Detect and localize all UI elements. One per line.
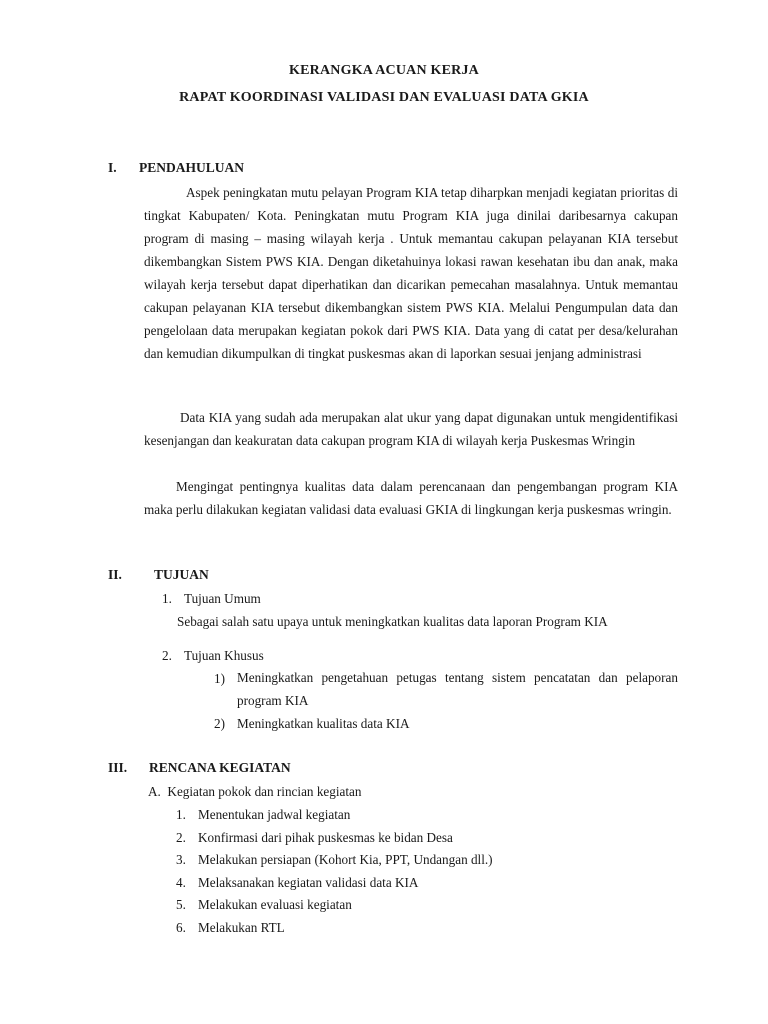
general-goal-text: Sebagai salah satu upaya untuk meningkatkan kualitas data laporan Program KIA	[177, 614, 608, 629]
section-title: TUJUAN	[154, 567, 209, 582]
activity-item: Melakukan RTL	[198, 920, 285, 935]
list-item-number: 2)	[214, 716, 225, 731]
specific-goal-item: Meningkatkan kualitas data KIA	[237, 716, 410, 731]
document-subtitle: RAPAT KOORDINASI VALIDASI DAN EVALUASI DATA GKIA	[179, 90, 589, 105]
list-item-number: 1.	[176, 807, 186, 822]
paragraph-intro-1: Aspek peningkatan mutu pelayan Program KIA tetap diharpkan menjadi kegiatan prioritas di tingkat Kabupaten/ Kota. Peningkatan mutu Program KIA juga dinilai daribesarnya cakupan program di masing – masing wilayah kerja . Untuk memantau cakupan pelayanan KIA tersebut dikembangkan Sistem PWS KIA. Dengan diketahuinya lokasi rawan kesehatan ibu dan anak, maka wilayah kerja tersebut dapat diperhatikan dan dicarikan pemecahan masalahnya. Untuk memantau cakupan pelayanan KIA tersebut dikembangkan sistem PWS KIA. Melalui Pengumpulan data dan pengelolaan data merupakan kegiatan pokok dari PWS KIA. Data yang di catat per desa/kelurahan dan kemudian dikumpulkan di tingkat puskesmas akan di laporkan sesuai jenjang administrasi	[144, 185, 678, 361]
paragraph-intro-3: Mengingat pentingnya kualitas data dalam perencanaan dan pengembangan program KIA maka perlu dilakukan kegiatan validasi data evaluasi GKIA di lingkungan kerja puskesmas wringin.	[144, 479, 678, 517]
document-title: KERANGKA ACUAN KERJA	[289, 63, 479, 78]
activity-item: Menentukan jadwal kegiatan	[198, 807, 351, 822]
subheading-general-goal: Tujuan Umum	[184, 591, 261, 606]
list-item-number: 1)	[214, 671, 225, 686]
list-item-number: 4.	[176, 875, 186, 890]
subheading-specific-goal: Tujuan Khusus	[184, 648, 264, 663]
list-item-number: 3.	[176, 852, 186, 867]
activity-item: Konfirmasi dari pihak puskesmas ke bidan Desa	[198, 830, 453, 845]
list-item-number: 2.	[162, 648, 172, 663]
list-item-number: 1.	[162, 591, 172, 606]
section-number: III.	[108, 760, 128, 775]
section-number: II.	[108, 567, 122, 582]
section-title: RENCANA KEGIATAN	[149, 760, 291, 775]
activity-item: Melakukan persiapan (Kohort Kia, PPT, Undangan dll.)	[198, 852, 493, 867]
specific-goal-item: Meningkatkan pengetahuan petugas tentang sistem pencatatan dan pelaporan program KIA	[237, 670, 678, 708]
list-item-number: 6.	[176, 920, 186, 935]
list-item-number: 2.	[176, 830, 186, 845]
list-item-number: 5.	[176, 897, 186, 912]
subheading-activities: A. Kegiatan pokok dan rincian kegiatan	[148, 784, 362, 799]
section-title: PENDAHULUAN	[139, 160, 245, 175]
section-number: I.	[108, 160, 117, 175]
activity-item: Melakukan evaluasi kegiatan	[198, 897, 352, 912]
activity-item: Melaksanakan kegiatan validasi data KIA	[198, 875, 419, 890]
paragraph-intro-2: Data KIA yang sudah ada merupakan alat ukur yang dapat digunakan untuk mengidentifikasi kesenjangan dan keakuratan data cakupan program KIA di wilayah kerja Puskesmas Wringin	[144, 410, 678, 448]
